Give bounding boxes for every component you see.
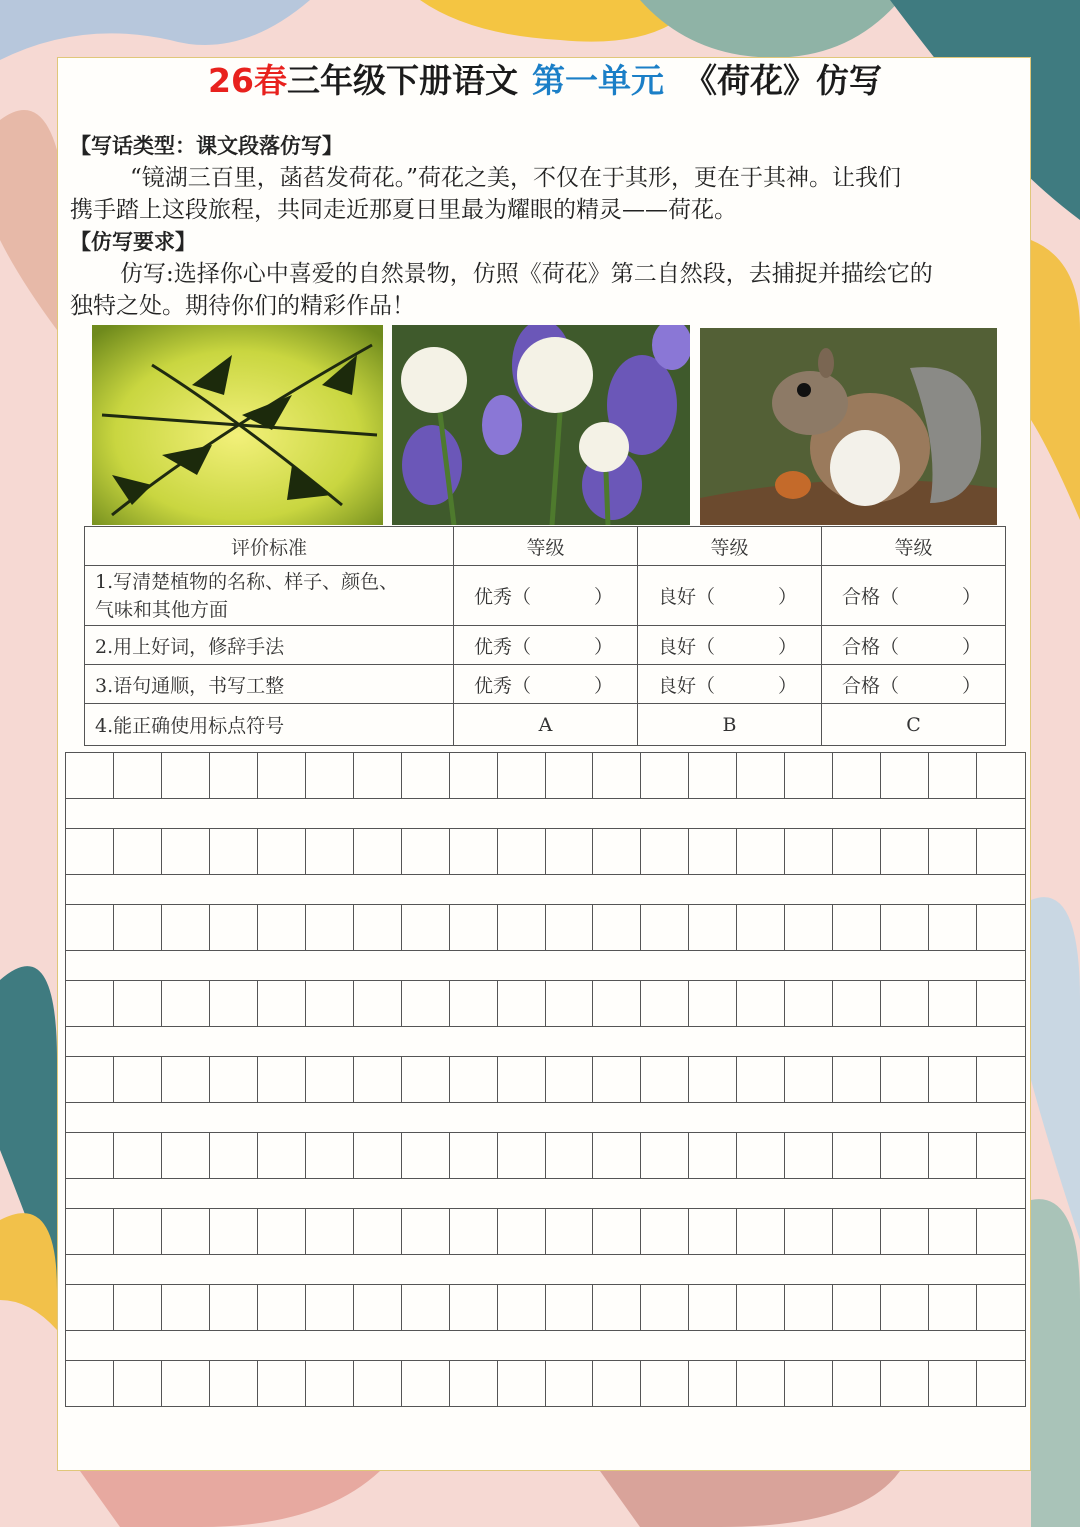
writing-grid-cell: [641, 1057, 689, 1102]
writing-grid-cell: [498, 1285, 546, 1330]
writing-grid-cell: [641, 1209, 689, 1254]
writing-grid-cell: [929, 1133, 977, 1178]
close-paren: ）: [962, 635, 982, 658]
criteria-label-line1: 1.写清楚植物的名称、样子、颜色、: [95, 570, 399, 593]
grade-text: 良好（: [658, 674, 716, 697]
writing-grid-cell: [929, 829, 977, 874]
writing-grid-spacer: [65, 1331, 1026, 1360]
writing-grid-cell: [641, 753, 689, 798]
writing-grid-cell: [258, 1361, 306, 1406]
photo-bamboo-leaves: [92, 325, 383, 525]
section-writing-type-line1: “镜湖三百里，菡萏发荷花。”荷花之美，不仅在于其形，更在于其神。让我们: [130, 165, 902, 191]
writing-grid-cell: [929, 1285, 977, 1330]
writing-grid-cell: [498, 829, 546, 874]
section-writing-type-header: 【写话类型：课文段落仿写】: [70, 134, 343, 158]
writing-grid-cell: [402, 1209, 450, 1254]
grade-excellent: [454, 566, 638, 626]
writing-grid-cell: [210, 753, 258, 798]
writing-grid-cell: [402, 1361, 450, 1406]
close-paren: ）: [778, 674, 798, 697]
grade-text: 合格（: [842, 635, 900, 658]
writing-grid-cell: [546, 905, 594, 950]
writing-grid-cell: [546, 1057, 594, 1102]
writing-grid-cell: [929, 981, 977, 1026]
writing-grid-cell: [450, 1361, 498, 1406]
writing-grid-cell: [114, 981, 162, 1026]
writing-grid-cell: [210, 1361, 258, 1406]
table-row: [85, 626, 1006, 665]
writing-grid-cell: [258, 753, 306, 798]
grade-text: 良好（: [658, 635, 716, 658]
writing-grid-cell: [66, 829, 114, 874]
writing-grid-cell: [258, 1285, 306, 1330]
writing-grid-cell: [402, 829, 450, 874]
writing-grid-cell: [210, 1285, 258, 1330]
writing-grid-cell: [306, 1285, 354, 1330]
writing-grid-cell: [450, 1285, 498, 1330]
writing-grid-row: [65, 752, 1026, 799]
writing-grid-cell: [593, 1133, 641, 1178]
writing-grid-cell: [498, 905, 546, 950]
criteria-label-line2: 气味和其他方面: [95, 598, 229, 621]
title-unit: 第一单元: [531, 61, 664, 100]
writing-grid-cell: [593, 1057, 641, 1102]
writing-grid-cell: [689, 1133, 737, 1178]
writing-grid-cell: [881, 1285, 929, 1330]
writing-grid-cell: [498, 1361, 546, 1406]
section-requirement-header: 【仿写要求】: [70, 230, 196, 254]
writing-grid-cell: [977, 905, 1025, 950]
grade-excellent: [454, 665, 638, 704]
table-header-row: [85, 527, 1006, 566]
writing-grid-cell: [450, 753, 498, 798]
writing-grid-cell: [977, 1361, 1025, 1406]
writing-grid-cell: [929, 1361, 977, 1406]
writing-grid-cell: [498, 1209, 546, 1254]
writing-grid-spacer: [65, 951, 1026, 980]
writing-grid-cell: [354, 981, 402, 1026]
grade-excellent: [454, 626, 638, 665]
writing-grid-cell: [162, 905, 210, 950]
writing-grid-cell: [641, 981, 689, 1026]
writing-grid-cell: [546, 829, 594, 874]
writing-grid-cell: [162, 981, 210, 1026]
writing-grid-cell: [546, 1285, 594, 1330]
writing-grid-cell: [306, 981, 354, 1026]
close-paren: ）: [594, 635, 614, 658]
writing-grid-cell: [929, 905, 977, 950]
section-requirement-line2: 独特之处。期待你们的精彩作品！: [70, 293, 415, 319]
writing-grid-cell: [162, 829, 210, 874]
grade-text: 良好（: [658, 586, 716, 608]
writing-grid-cell: [593, 829, 641, 874]
writing-grid-cell: [785, 1133, 833, 1178]
writing-grid-cell: [977, 829, 1025, 874]
writing-grid-cell: [929, 753, 977, 798]
writing-grid-cell: [689, 753, 737, 798]
writing-grid-cell: [929, 1057, 977, 1102]
grade-good: [638, 665, 822, 704]
writing-grid-cell: [881, 905, 929, 950]
close-paren: ）: [778, 586, 798, 608]
writing-grid-cell: [354, 1285, 402, 1330]
grade-b: B: [638, 704, 822, 746]
writing-grid-cell: [450, 1133, 498, 1178]
writing-grid-cell: [354, 1209, 402, 1254]
writing-grid-cell: [258, 1057, 306, 1102]
writing-grid-cell: [546, 981, 594, 1026]
writing-grid-cell: [210, 1209, 258, 1254]
writing-grid-cell: [881, 1361, 929, 1406]
grade-pass: [822, 626, 1006, 665]
writing-grid-cell: [546, 1361, 594, 1406]
writing-grid-cell: [833, 1209, 881, 1254]
grade-text: 合格（: [842, 674, 900, 697]
writing-grid-cell: [402, 1057, 450, 1102]
close-paren: ）: [594, 586, 614, 608]
writing-grid-cell: [785, 829, 833, 874]
writing-grid-row: [65, 1132, 1026, 1179]
writing-grid-cell: [114, 1209, 162, 1254]
grade-text: 优秀（: [474, 674, 532, 697]
writing-grid-cell: [785, 1209, 833, 1254]
writing-grid-cell: [785, 1285, 833, 1330]
writing-grid-cell: [785, 1361, 833, 1406]
writing-grid-cell: [306, 1361, 354, 1406]
writing-grid-cell: [737, 1285, 785, 1330]
writing-grid-spacer: [65, 1255, 1026, 1284]
writing-grid-cell: [881, 753, 929, 798]
close-paren: ）: [962, 586, 982, 608]
writing-grid-cell: [306, 753, 354, 798]
writing-grid-cell: [402, 753, 450, 798]
writing-grid-cell: [210, 829, 258, 874]
writing-grid-cell: [258, 905, 306, 950]
writing-grid-cell: [689, 1361, 737, 1406]
writing-grid-cell: [881, 981, 929, 1026]
writing-grid-row: [65, 1056, 1026, 1103]
writing-grid-cell: [737, 829, 785, 874]
writing-grid-cell: [354, 829, 402, 874]
writing-grid-cell: [833, 1285, 881, 1330]
writing-grid-cell: [306, 1057, 354, 1102]
writing-grid-cell: [785, 753, 833, 798]
title-year: 26春: [208, 61, 287, 100]
writing-grid-spacer: [65, 875, 1026, 904]
writing-grid-cell: [402, 905, 450, 950]
writing-grid-row: [65, 904, 1026, 951]
writing-grid-cell: [210, 905, 258, 950]
writing-grid-cell: [833, 981, 881, 1026]
grade-pass: [822, 566, 1006, 626]
writing-grid-cell: [833, 905, 881, 950]
worksheet: [57, 57, 1031, 1471]
photo-clover-flowers: [392, 325, 690, 525]
writing-grid-cell: [881, 1057, 929, 1102]
header-grade: 等级: [638, 527, 822, 566]
writing-grid-cell: [977, 1209, 1025, 1254]
grade-pass: [822, 665, 1006, 704]
writing-grid-cell: [689, 1057, 737, 1102]
writing-grid-cell: [450, 1209, 498, 1254]
writing-grid-cell: [114, 905, 162, 950]
writing-grid-cell: [881, 1133, 929, 1178]
writing-grid-cell: [258, 981, 306, 1026]
writing-grid: [65, 752, 1026, 1407]
writing-grid-cell: [833, 829, 881, 874]
writing-grid-cell: [689, 905, 737, 950]
grade-good: [638, 566, 822, 626]
writing-grid-cell: [162, 753, 210, 798]
page-title: [58, 58, 1032, 104]
writing-grid-spacer: [65, 1027, 1026, 1056]
writing-grid-cell: [593, 1209, 641, 1254]
writing-grid-cell: [546, 753, 594, 798]
writing-grid-cell: [66, 1285, 114, 1330]
writing-grid-cell: [450, 829, 498, 874]
title-lesson: 《荷花》仿写: [683, 61, 882, 100]
writing-grid-cell: [641, 1285, 689, 1330]
section-writing-type-line2: 携手踏上这段旅程，共同走近那夏日里最为耀眼的精灵——荷花。: [70, 197, 737, 223]
writing-grid-cell: [66, 1057, 114, 1102]
criteria-label: 4.能正确使用标点符号: [85, 704, 454, 746]
writing-grid-cell: [929, 1209, 977, 1254]
writing-grid-spacer: [65, 1179, 1026, 1208]
grade-text: 优秀（: [474, 586, 532, 608]
writing-grid-cell: [833, 1361, 881, 1406]
writing-grid-cell: [881, 1209, 929, 1254]
writing-grid-cell: [737, 1057, 785, 1102]
writing-grid-cell: [977, 1133, 1025, 1178]
grade-c: C: [822, 704, 1006, 746]
writing-grid-cell: [785, 1057, 833, 1102]
writing-grid-cell: [785, 905, 833, 950]
writing-grid-cell: [785, 981, 833, 1026]
writing-grid-cell: [737, 1361, 785, 1406]
writing-grid-cell: [114, 1057, 162, 1102]
writing-grid-cell: [354, 1133, 402, 1178]
writing-grid-cell: [114, 1361, 162, 1406]
criteria-label: 3.语句通顺，书写工整: [85, 665, 454, 704]
writing-grid-cell: [546, 1209, 594, 1254]
writing-grid-cell: [689, 1209, 737, 1254]
writing-grid-cell: [641, 1361, 689, 1406]
writing-grid-row: [65, 1360, 1026, 1407]
table-row: [85, 566, 1006, 626]
writing-grid-cell: [498, 981, 546, 1026]
writing-grid-cell: [66, 1133, 114, 1178]
writing-grid-cell: [210, 1133, 258, 1178]
writing-grid-cell: [641, 905, 689, 950]
writing-grid-cell: [354, 1361, 402, 1406]
writing-grid-cell: [641, 829, 689, 874]
writing-grid-cell: [402, 981, 450, 1026]
criteria-label: 2.用上好词，修辞手法: [85, 626, 454, 665]
writing-grid-cell: [737, 905, 785, 950]
writing-grid-cell: [689, 829, 737, 874]
writing-grid-cell: [162, 1133, 210, 1178]
writing-grid-cell: [593, 1285, 641, 1330]
writing-grid-row: [65, 1208, 1026, 1255]
writing-grid-cell: [306, 1209, 354, 1254]
writing-grid-cell: [258, 1133, 306, 1178]
writing-grid-cell: [546, 1133, 594, 1178]
writing-grid-cell: [641, 1133, 689, 1178]
writing-grid-cell: [306, 905, 354, 950]
writing-grid-cell: [593, 981, 641, 1026]
photo-squirrel: [700, 328, 997, 525]
writing-grid-cell: [354, 905, 402, 950]
writing-grid-cell: [402, 1285, 450, 1330]
writing-grid-cell: [977, 753, 1025, 798]
writing-grid-cell: [114, 829, 162, 874]
writing-grid-cell: [737, 981, 785, 1026]
writing-grid-cell: [162, 1057, 210, 1102]
criteria-label: [85, 566, 454, 626]
grade-text: 合格（: [842, 586, 900, 608]
writing-grid-cell: [977, 1285, 1025, 1330]
writing-grid-cell: [977, 981, 1025, 1026]
writing-grid-cell: [210, 981, 258, 1026]
writing-grid-cell: [737, 1209, 785, 1254]
writing-grid-cell: [114, 753, 162, 798]
grade-a: A: [454, 704, 638, 746]
section-requirement-line1: 仿写:选择你心中喜爱的自然景物，仿照《荷花》第二自然段，去捕捉并描绘它的: [120, 261, 933, 287]
writing-grid-cell: [450, 905, 498, 950]
evaluation-criteria-table: [84, 526, 1006, 746]
writing-grid-cell: [833, 1057, 881, 1102]
writing-grid-cell: [593, 1361, 641, 1406]
writing-grid-cell: [593, 905, 641, 950]
table-row: [85, 704, 1006, 746]
writing-grid-cell: [498, 753, 546, 798]
table-row: [85, 665, 1006, 704]
title-grade: 三年级下册语文: [286, 61, 518, 100]
close-paren: ）: [594, 674, 614, 697]
writing-grid-cell: [66, 753, 114, 798]
writing-grid-cell: [977, 1057, 1025, 1102]
close-paren: ）: [962, 674, 982, 697]
writing-grid-cell: [402, 1133, 450, 1178]
writing-grid-cell: [833, 753, 881, 798]
writing-grid-cell: [498, 1057, 546, 1102]
writing-grid-cell: [689, 1285, 737, 1330]
writing-grid-cell: [162, 1361, 210, 1406]
writing-grid-cell: [450, 1057, 498, 1102]
writing-grid-cell: [210, 1057, 258, 1102]
writing-grid-row: [65, 980, 1026, 1027]
writing-grid-cell: [258, 1209, 306, 1254]
writing-grid-cell: [306, 1133, 354, 1178]
writing-grid-cell: [881, 829, 929, 874]
writing-grid-cell: [354, 753, 402, 798]
writing-grid-cell: [66, 1209, 114, 1254]
writing-grid-cell: [114, 1133, 162, 1178]
grade-text: 优秀（: [474, 635, 532, 658]
writing-grid-cell: [66, 981, 114, 1026]
writing-grid-cell: [114, 1285, 162, 1330]
writing-grid-cell: [593, 753, 641, 798]
writing-grid-spacer: [65, 1103, 1026, 1132]
writing-grid-spacer: [65, 799, 1026, 828]
header-grade: 等级: [454, 527, 638, 566]
writing-grid-cell: [737, 753, 785, 798]
writing-grid-row: [65, 828, 1026, 875]
writing-grid-cell: [737, 1133, 785, 1178]
writing-grid-cell: [689, 981, 737, 1026]
writing-grid-cell: [306, 829, 354, 874]
writing-grid-cell: [833, 1133, 881, 1178]
writing-grid-cell: [354, 1057, 402, 1102]
writing-grid-cell: [162, 1285, 210, 1330]
grade-good: [638, 626, 822, 665]
writing-grid-row: [65, 1284, 1026, 1331]
writing-grid-cell: [66, 905, 114, 950]
header-criteria: 评价标准: [85, 527, 454, 566]
writing-grid-cell: [66, 1361, 114, 1406]
close-paren: ）: [778, 635, 798, 658]
writing-grid-cell: [498, 1133, 546, 1178]
writing-grid-cell: [258, 829, 306, 874]
writing-grid-cell: [450, 981, 498, 1026]
writing-grid-cell: [162, 1209, 210, 1254]
header-grade: 等级: [822, 527, 1006, 566]
